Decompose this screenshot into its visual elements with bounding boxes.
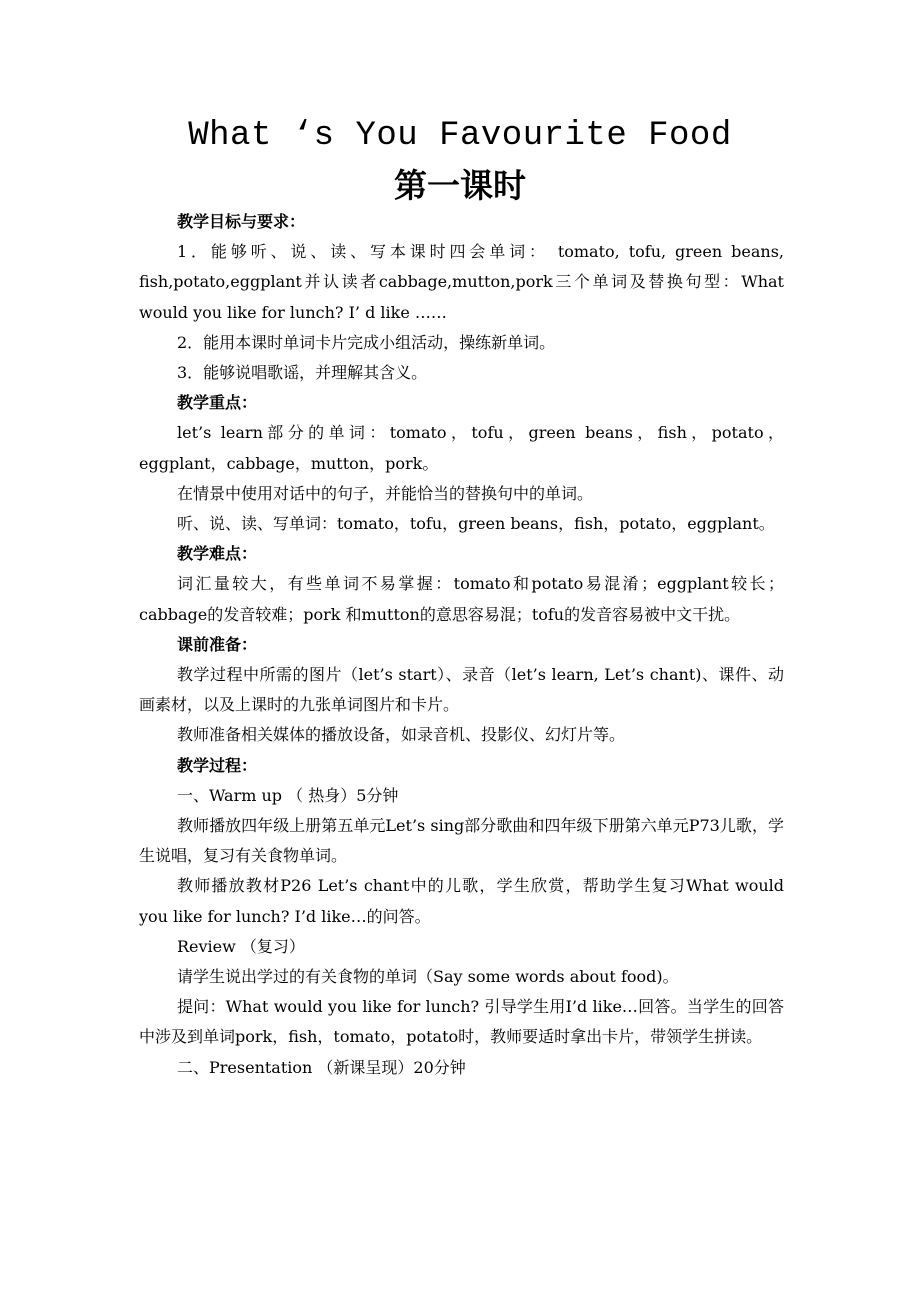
lesson-subtitle: 第一课时	[394, 166, 526, 205]
difficulty-1: 词汇量较大，有些单词不易掌握：tomato和potato易混淆；eggplant较长；cabbage的发音较难；pork 和mutton的意思容易混；tofu的发音容易被中文干扰。	[139, 574, 784, 624]
process-step-2: 教师播放教材P26 Let’s chant中的儿歌，学生欣赏，帮助学生复习What would you like for lunch? I’d like…的问答。	[139, 876, 784, 926]
document-body	[139, 207, 784, 1083]
process-step-3: 请学生说出学过的有关食物的单词（Say some words about food)。	[177, 967, 679, 987]
process-step-4: 提问：What would you like for lunch? 引导学生用I’d like…回答。当学生的回答中涉及到单词pork，fish，tomato，potato时，教师要适时拿出卡片，带领学生拼读。	[139, 997, 784, 1047]
key-point-2: 在情景中使用对话中的句子，并能恰当的替换句中的单词。	[177, 483, 594, 503]
preparation-heading: 课前准备：	[177, 634, 258, 654]
key-point-3: 听、说、读、写单词：tomato，tofu，green beans，fish，potato，eggplant。	[177, 514, 775, 534]
key-point-1: let’s learn部分的单词：tomato，tofu，green beans，fish，potato，eggplant，cabbage，mutton，pork。	[139, 423, 784, 473]
difficulties-heading: 教学难点：	[177, 544, 258, 564]
goals-heading: 教学目标与要求：	[177, 212, 306, 231]
process-review: Review （复习）	[177, 936, 305, 956]
process-heading: 教学过程：	[177, 755, 258, 775]
preparation-1: 教学过程中所需的图片（let’s start）、录音（let’s learn, Let’s chant)、课件、动画素材，以及上课时的九张单词图片和卡片。	[139, 665, 784, 715]
process-warmup: 一、Warm up （ 热身）5分钟	[177, 785, 399, 805]
document-title: What ‘s You Favourite Food	[188, 117, 732, 155]
preparation-2: 教师准备相关媒体的播放设备，如录音机、投影仪、幻灯片等。	[177, 725, 626, 745]
goal-2: 2．能用本课时单词卡片完成小组活动，操练新单词。	[177, 332, 556, 352]
goal-3: 3．能够说唱歌谣，并理解其含义。	[177, 363, 428, 383]
goal-1: 1．能够听、说、读、写本课时四会单词： tomato, tofu, green beans, fish,potato,eggplant并认读者cabbage,mutton,pork三个单词及替换句型：What would you like for lunch? I’ d like ……	[139, 242, 784, 322]
process-step-1: 教师播放四年级上册第五单元Let’s sing部分歌曲和四年级下册第六单元P73儿歌，学生说唱，复习有关食物单词。	[139, 816, 784, 866]
process-presentation: 二、Presentation （新课呈现）20分钟	[177, 1057, 466, 1077]
key-points-heading: 教学重点：	[177, 393, 258, 413]
